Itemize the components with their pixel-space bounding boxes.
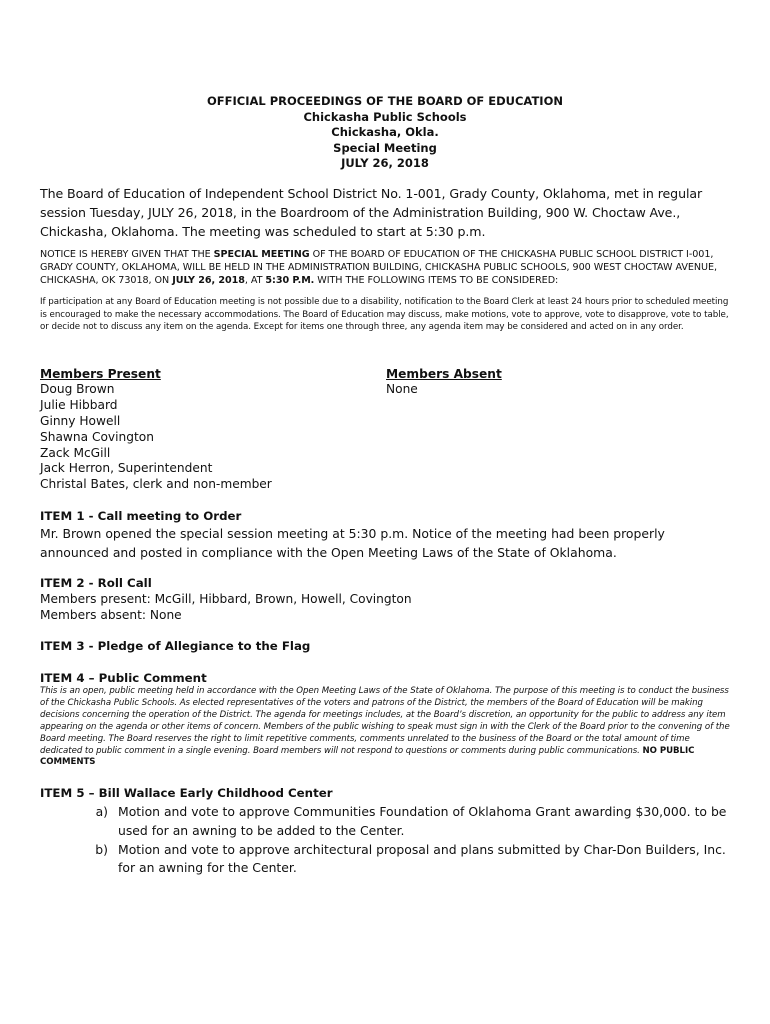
members-absent-heading: Members Absent	[386, 366, 502, 381]
item-title: ITEM 1 - Call meeting to Order	[40, 508, 242, 523]
notice-text: OF THE BOARD OF EDUCATION OF THE CHICKASHA PUBLIC SCHOOL DISTRICT I-001, GRADY COUNTY, OKLAHOMA, WILL BE HELD IN THE ADMINISTRATION BUILDING, CHICKASHA PUBLIC SCHOOLS, 900 WEST CHOCTAW AVENUE, CHICKASHA, OK 73018, ON	[40, 248, 718, 286]
motion-marker: b)	[95, 841, 108, 857]
item-title: ITEM 4 – Public Comment	[40, 670, 207, 685]
motion-item	[40, 841, 730, 878]
notice-date: JULY 26, 2018	[172, 274, 245, 286]
intro-paragraph: The Board of Education of Independent School District No. 1-001, Grady County, Oklahoma, met in regular session Tuesday, JULY 26, 2018, in the Boardroom of the Administration Building, 900 W. Choctaw Ave., Chickasha, Oklahoma. The meeting was scheduled to start at 5:30 p.m.	[40, 185, 703, 239]
item-title: ITEM 3 - Pledge of Allegiance to the Flag	[40, 638, 311, 653]
motion-marker: a)	[95, 804, 108, 820]
motion-list	[40, 803, 730, 877]
item-title: ITEM 2 - Roll Call	[40, 575, 152, 590]
header-meeting-type: Special Meeting	[333, 140, 437, 155]
agenda-item-2	[40, 576, 730, 623]
participation-paragraph: If participation at any Board of Education meeting is not possible due to a disability, notification to the Board Clerk at least 24 hours prior to scheduled meeting is encouraged to make the necessary accommodations. The Board of Education may discuss, make motions, vote to approve, vote to disapprove, vote to table, or decide not to discuss any item on the agenda. Except for items one through three, any agenda item may be considered and acted on in any order.	[40, 297, 729, 333]
header-title: OFFICIAL PROCEEDINGS OF THE BOARD OF EDUCATION	[207, 94, 563, 108]
members-present-heading: Members Present	[40, 366, 161, 381]
motion-text: Motion and vote to approve architectural proposal and plans submitted by Char-Don Builders, Inc. for an awning for the Center.	[118, 841, 726, 876]
members-absent-column	[386, 367, 686, 493]
members-absent-line: Members absent: None	[40, 607, 182, 622]
header-district: Chickasha Public Schools	[303, 109, 467, 124]
document-header	[40, 94, 730, 172]
public-comment-text: This is an open, public meeting held in accordance with the Open Meeting Laws of the State of Oklahoma. The purpose of this meeting is to conduct the business of the Chickasha Public Schools. As elected representatives of the voters and patrons of the District, the members of the Board of Education will be making decisions concerning the operation of the District. The agenda for meetings includes, at the Board’s discretion, an opportunity for the public to address any item appearing on the agenda or other items of concern. Members of the public wishing to speak must sign in with the Clerk of the Board prior to the convening of the Board meeting. The Board reserves the right to limit repetitive comments, comments unrelated to the business of the Board or the total amount of time dedicated to public comment in a single evening. Board members will not respond to questions or comments during public communications.	[40, 685, 730, 756]
public-comment-result: NO PUBLIC COMMENTS	[40, 745, 695, 768]
member-name: Ginny Howell	[40, 414, 121, 428]
agenda-item-4	[40, 671, 730, 769]
item-title: ITEM 5 – Bill Wallace Early Childhood Center	[40, 786, 333, 801]
motion-item	[40, 803, 730, 840]
member-name: Doug Brown	[40, 382, 115, 397]
member-name: Shawna Covington	[40, 429, 154, 444]
notice-text: , AT	[244, 274, 266, 286]
member-name: Julie Hibbard	[40, 398, 118, 413]
members-section	[40, 367, 730, 493]
item-body: Mr. Brown opened the special session meeting at 5:30 p.m. Notice of the meeting had been properly announced and posted in compliance with the Open Meeting Laws of the State of Oklahoma.	[40, 525, 665, 560]
members-present-line: Members present: McGill, Hibbard, Brown, Howell, Covington	[40, 591, 412, 606]
member-name: Jack Herron, Superintendent	[40, 461, 213, 476]
header-city: Chickasha, Okla.	[331, 125, 439, 139]
member-name: Christal Bates, clerk and non-member	[40, 477, 272, 492]
notice-text: NOTICE IS HEREBY GIVEN THAT THE	[40, 248, 214, 260]
document-page	[40, 94, 730, 878]
members-present-column	[40, 367, 386, 493]
agenda-item-3	[40, 639, 730, 654]
header-date: JULY 26, 2018	[341, 156, 429, 170]
notice-time: 5:30 P.M.	[265, 274, 315, 286]
agenda-item-5	[40, 786, 730, 877]
member-name: Zack McGill	[40, 445, 111, 460]
notice-paragraph	[40, 248, 730, 288]
notice-text: WITH THE FOLLOWING ITEMS TO BE CONSIDERED:	[314, 274, 559, 286]
public-comment-paragraph	[40, 686, 730, 769]
agenda-item-1	[40, 509, 730, 562]
motion-text: Motion and vote to approve Communities Foundation of Oklahoma Grant awarding $30,000. to be used for an awning to be added to the Center.	[118, 804, 727, 838]
notice-meeting-type: SPECIAL MEETING	[213, 248, 310, 260]
member-name: None	[386, 382, 418, 397]
